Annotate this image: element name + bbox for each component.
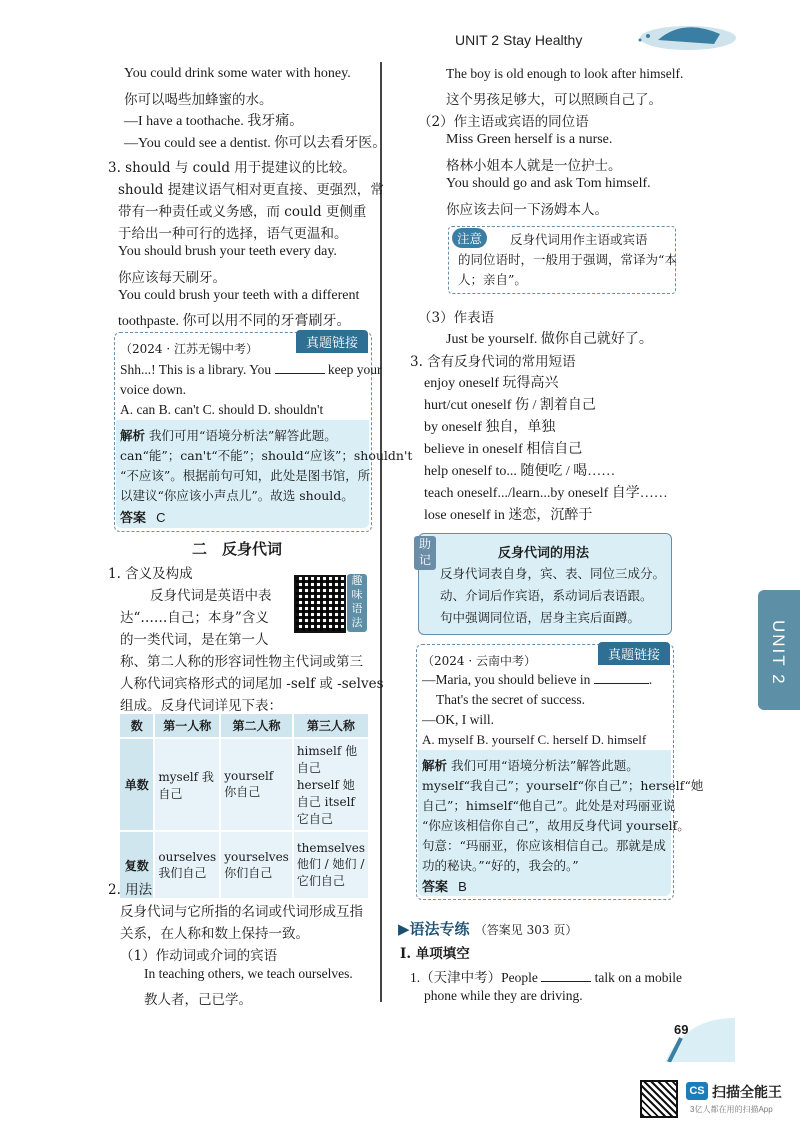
analysis-label: 解析 [422,758,448,773]
table-header: 第一人称 [155,714,219,737]
note-text: 人；亲自”。 [458,272,527,287]
text-line: 达“……自己；本身”含义 [120,610,269,626]
reflexive-pronoun-table [118,712,370,900]
text-line: 组成。反身代词详见下表： [120,698,282,714]
text-line: 这个男孩足够大，可以照顾自己了。 [446,92,662,108]
exam-link-tab: 真题链接 [296,330,368,353]
phrase-item: help oneself to... 随便吃 / 喝…… [424,464,616,479]
memory-tip-line: 动、介词后作宾语，系动词后表语跟。 [440,588,653,603]
table-row [120,714,368,737]
sub-heading: （2）作主语或宾语的同位语 [418,114,589,130]
text-line: 关系，在人称和数上保持一致。 [120,926,309,942]
analysis-text: 我们可用“语境分析法”解答此题。 [451,758,639,773]
text-line: 于给出一种可行的选择，语气更温和。 [118,226,348,242]
section-title: 二 反身代词 [192,540,283,558]
answer-blank[interactable] [275,373,325,374]
header-decoration-icon [628,14,738,54]
question-text: That's the secret of success. [436,692,586,707]
scanner-logo-icon: CS [686,1082,708,1100]
text-line: Miss Green herself is a nurse. [446,132,613,147]
memory-tip-line: 反身代词表自身，宾、表、同位三成分。 [440,566,666,581]
exam-source: （2024 · 云南中考） [422,654,536,668]
answer-line [422,876,467,895]
analysis-text: “不应该”。根据前句可知，此处是图书馆，所 [120,468,371,483]
memory-tip-tag: 助记 [414,536,436,570]
text-line: 的一类代词，是在第一人 [120,632,269,648]
analysis-text: can“能”；can't“不能”；should“应该”；shouldn't [120,448,413,463]
question-part: —Maria, you should believe in [422,672,591,687]
analysis-text: 功的秘诀。”“好的，我会的。” [422,858,579,873]
text-line: 你应该每天刷牙。 [118,270,226,286]
table-row [120,739,368,830]
sub-heading: （1）作动词或介词的宾语 [120,948,278,964]
text-line: 带有一种责任或义务感，而 could 更侧重 [118,204,367,220]
text-line: toothpaste. 你可以用不同的牙膏刷牙。 [118,314,351,329]
question-part: talk on a mobile [594,970,682,985]
exam-source: （2024 · 江苏无锡中考） [120,342,258,356]
drill-title-text: ▶语法专练 [398,920,470,938]
question-text: —OK, I will. [422,712,494,727]
drill-section: Ⅰ. 单项填空 [400,946,470,962]
text-line: You could brush your teeth with a different [118,288,360,303]
answer-line [120,507,166,526]
phrase-item: believe in oneself 相信自己 [424,442,583,457]
table-row-header: 单数 [120,739,153,830]
drill-note: （答案见 303 页） [474,923,578,937]
text-line: Just be yourself. 做你自己就好了。 [446,332,653,347]
text-line: 格林小姐本人就是一位护士。 [446,158,622,174]
list-item-heading: 2. 用法 [108,882,153,898]
sub-heading: （3）作表语 [418,310,495,326]
table-cell: yourself 你自己 [221,739,292,830]
memory-tip-title: 反身代词的用法 [498,546,590,561]
answer-blank[interactable] [594,683,649,684]
table-row-header: 复数 [120,832,153,898]
analysis-label: 解析 [120,428,146,443]
text-line: 人称代词宾格形式的词尾加 -self 或 -selves [120,676,384,692]
analysis-line [120,426,337,444]
text-line: 称、第二人称的形容词性物主代词或第三 [120,654,363,670]
question-text [410,966,682,986]
text-line: You should brush your teeth every day. [118,244,337,259]
question-text [120,362,382,378]
unit-side-label: UNIT 2 [769,620,788,686]
text-line: —I have a toothache. 我牙痛。 [124,114,304,129]
drill-title [398,918,577,939]
answer-value: C [156,510,166,525]
question-part: keep your [327,362,382,377]
qr-label: 趣味语法 [347,574,367,632]
analysis-text: myself“我自己”；yourself“你自己”；herself“她 [422,778,704,793]
phrase-item: hurt/cut oneself 伤 / 割着自己 [424,398,596,413]
text-line: —You could see a dentist. 你可以去看牙医。 [124,136,387,151]
page-number: 69 [674,1022,689,1037]
text-line: 教人者，己已学。 [144,992,252,1008]
unit-side-tab [758,590,800,710]
table-cell: himself 他自己 herself 她自己 itself 它自己 [294,739,368,830]
qr-code-icon[interactable] [294,575,346,633]
text-line: 反身代词是英语中表 [150,588,272,604]
phrase-item: enjoy oneself 玩得高兴 [424,376,559,391]
question-text: voice down. [120,382,186,397]
analysis-text: 我们可用“语境分析法”解答此题。 [149,428,337,443]
answer-label: 答案 [422,880,449,895]
question-options: A. myself B. yourself C. herself D. himself [422,732,647,747]
analysis-text: 句意：“玛丽亚，你应该相信自己。那就是成 [422,838,666,853]
unit-header-title: UNIT 2 Stay Healthy [455,32,583,48]
memory-tip-line: 句中强调同位语，居身主宾后面蹲。 [440,610,641,625]
question-text: phone while they are driving. [424,988,583,1003]
phrase-item: by oneself 独自，单独 [424,420,556,435]
table-header: 第三人称 [294,714,368,737]
table-cell: ourselves 我们自己 [155,832,219,898]
text-line: The boy is old enough to look after himself. [446,66,684,81]
analysis-line [422,756,639,774]
table-cell: myself 我自己 [155,739,219,830]
footer-qr-icon [640,1080,678,1118]
text-line: In teaching others, we teach ourselves. [144,966,353,981]
analysis-text: 自己”；himself“他自己”。此处是对玛丽亚说 [422,798,676,813]
table-cell: yourselves 你们自己 [221,832,292,898]
phrase-item: teach oneself.../learn...by oneself 自学…… [424,486,668,501]
text-line: 你可以喝些加蜂蜜的水。 [124,92,273,108]
text-line: 反身代词与它所指的名词或代词形成互指 [120,904,363,920]
answer-label: 答案 [120,511,147,526]
list-item-heading: 1. 含义及构成 [108,566,193,582]
text-line: should 提建议语气相对更直接、更强烈，常 [118,182,384,198]
answer-value: B [458,879,467,894]
question-options: A. can B. can't C. should D. shouldn't [120,402,324,417]
phrase-item: lose oneself in 迷恋，沉醉于 [424,508,593,523]
question-part: 1.（天津中考）People [410,970,538,985]
answer-blank[interactable] [541,981,591,982]
exam-link-tab: 真题链接 [598,642,670,665]
list-item-heading: 3. 含有反身代词的常用短语 [410,354,576,370]
footer-brand: 扫描全能王 [712,1084,782,1100]
text-line: 你应该去问一下汤姆本人。 [446,202,608,218]
text-line: You should go and ask Tom himself. [446,176,651,191]
table-row [120,832,368,898]
question-part: Shh...! This is a library. You [120,362,272,377]
footer-subtitle: 3亿人都在用的扫描App [690,1105,773,1114]
analysis-text: 以建议“你应该小声点儿”。故选 should。 [120,488,354,503]
text-line: You could drink some water with honey. [124,66,351,81]
note-text: 的同位语时，一般用于强调，常译为“本 [458,252,677,267]
analysis-text: “你应该相信你自己”，故用反身代词 yourself。 [422,818,690,833]
note-text: 反身代词用作主语或宾语 [510,232,648,247]
list-item-heading: 3. should 与 could 用于提建议的比较。 [108,160,356,176]
question-text: —Maria, you should believe in . [422,672,653,687]
table-header: 第二人称 [221,714,292,737]
note-tag: 注意 [452,228,487,248]
column-divider [380,62,382,1002]
table-header: 数 [120,714,153,737]
table-cell: themselves 他们 / 她们 / 它们自己 [294,832,368,898]
